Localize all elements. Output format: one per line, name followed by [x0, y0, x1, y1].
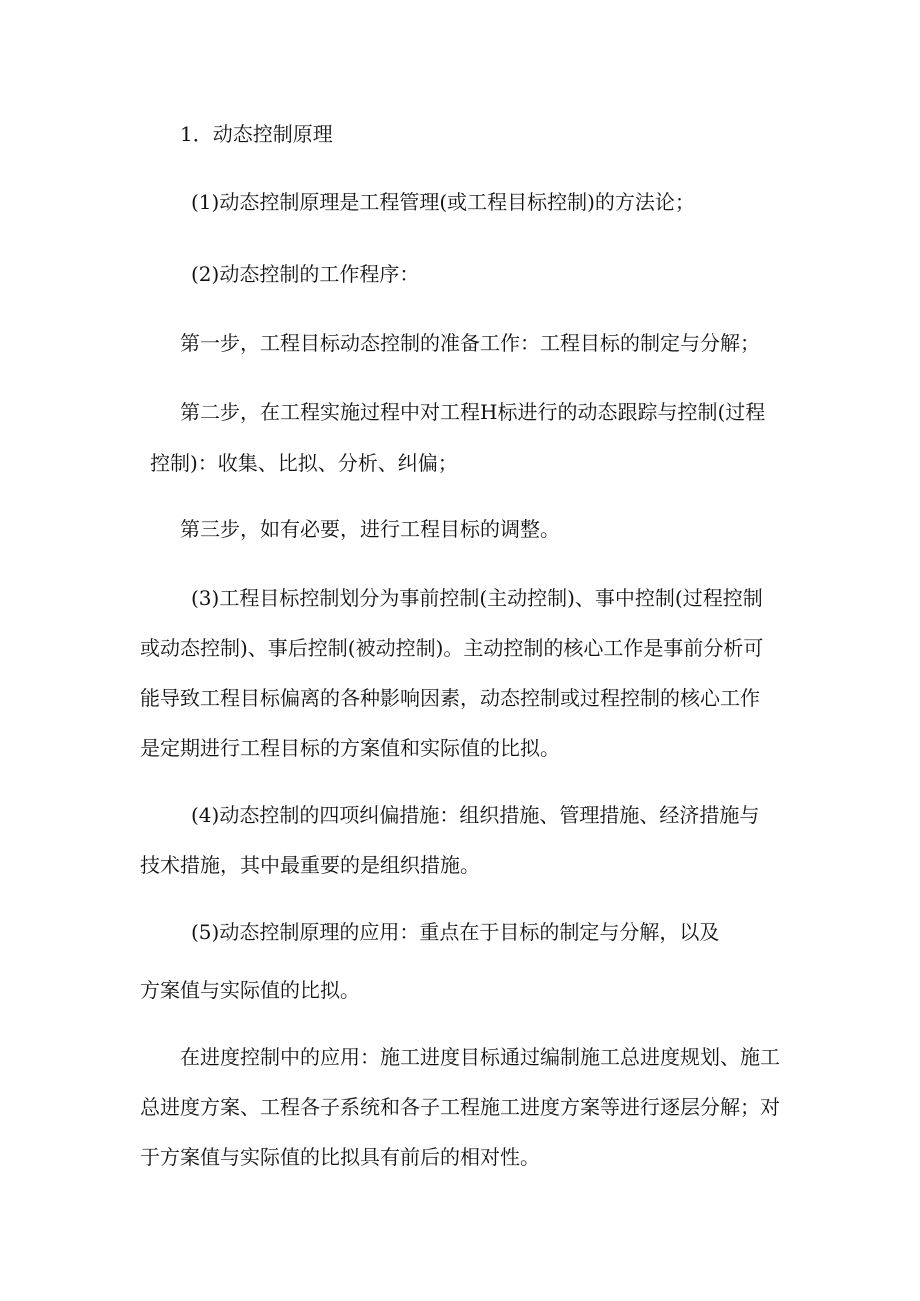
paragraph-line: (5)动态控制原理的应用：重点在于目标的制定与分解，以及 [191, 920, 720, 944]
paragraph-line: 第二步，在工程实施过程中对工程H标进行的动态跟踪与控制(过程 [180, 400, 766, 424]
paragraph-line: 第一步，工程目标动态控制的准备工作：工程目标的制定与分解； [180, 331, 760, 355]
paragraph-line: 控制)：收集、比拟、分析、纠偏； [150, 451, 458, 475]
paragraph-line: (2)动态控制的工作程序： [191, 262, 420, 286]
paragraph-line: 第三步，如有必要，进行工程目标的调整。 [180, 517, 560, 541]
paragraph-line: 或动态控制)、事后控制(被动控制)。主动控制的核心工作是事前分析可 [140, 636, 764, 660]
paragraph-line: 于方案值与实际值的比拟具有前后的相对性。 [140, 1145, 540, 1169]
paragraph-line: (3)工程目标控制划分为事前控制(主动控制)、事中控制(过程控制 [191, 586, 763, 610]
section-heading: 1．动态控制原理 [180, 122, 333, 146]
paragraph-line: 技术措施，其中最重要的是组织措施。 [140, 853, 480, 877]
paragraph-line: 能导致工程目标偏离的各种影响因素，动态控制或过程控制的核心工作 [140, 686, 760, 710]
paragraph-line: (4)动态控制的四项纠偏措施：组织措施、管理措施、经济措施与 [191, 803, 760, 827]
paragraph-line: (1)动态控制原理是工程管理(或工程目标控制)的方法论； [191, 190, 695, 214]
paragraph-line: 总进度方案、工程各子系统和各子工程施工进度方案等进行逐层分解；对 [140, 1095, 780, 1119]
paragraph-line: 方案值与实际值的比拟。 [140, 978, 360, 1002]
paragraph-line: 是定期进行工程目标的方案值和实际值的比拟。 [140, 736, 560, 760]
paragraph-line: 在进度控制中的应用：施工进度目标通过编制施工总进度规划、施工 [180, 1045, 780, 1069]
